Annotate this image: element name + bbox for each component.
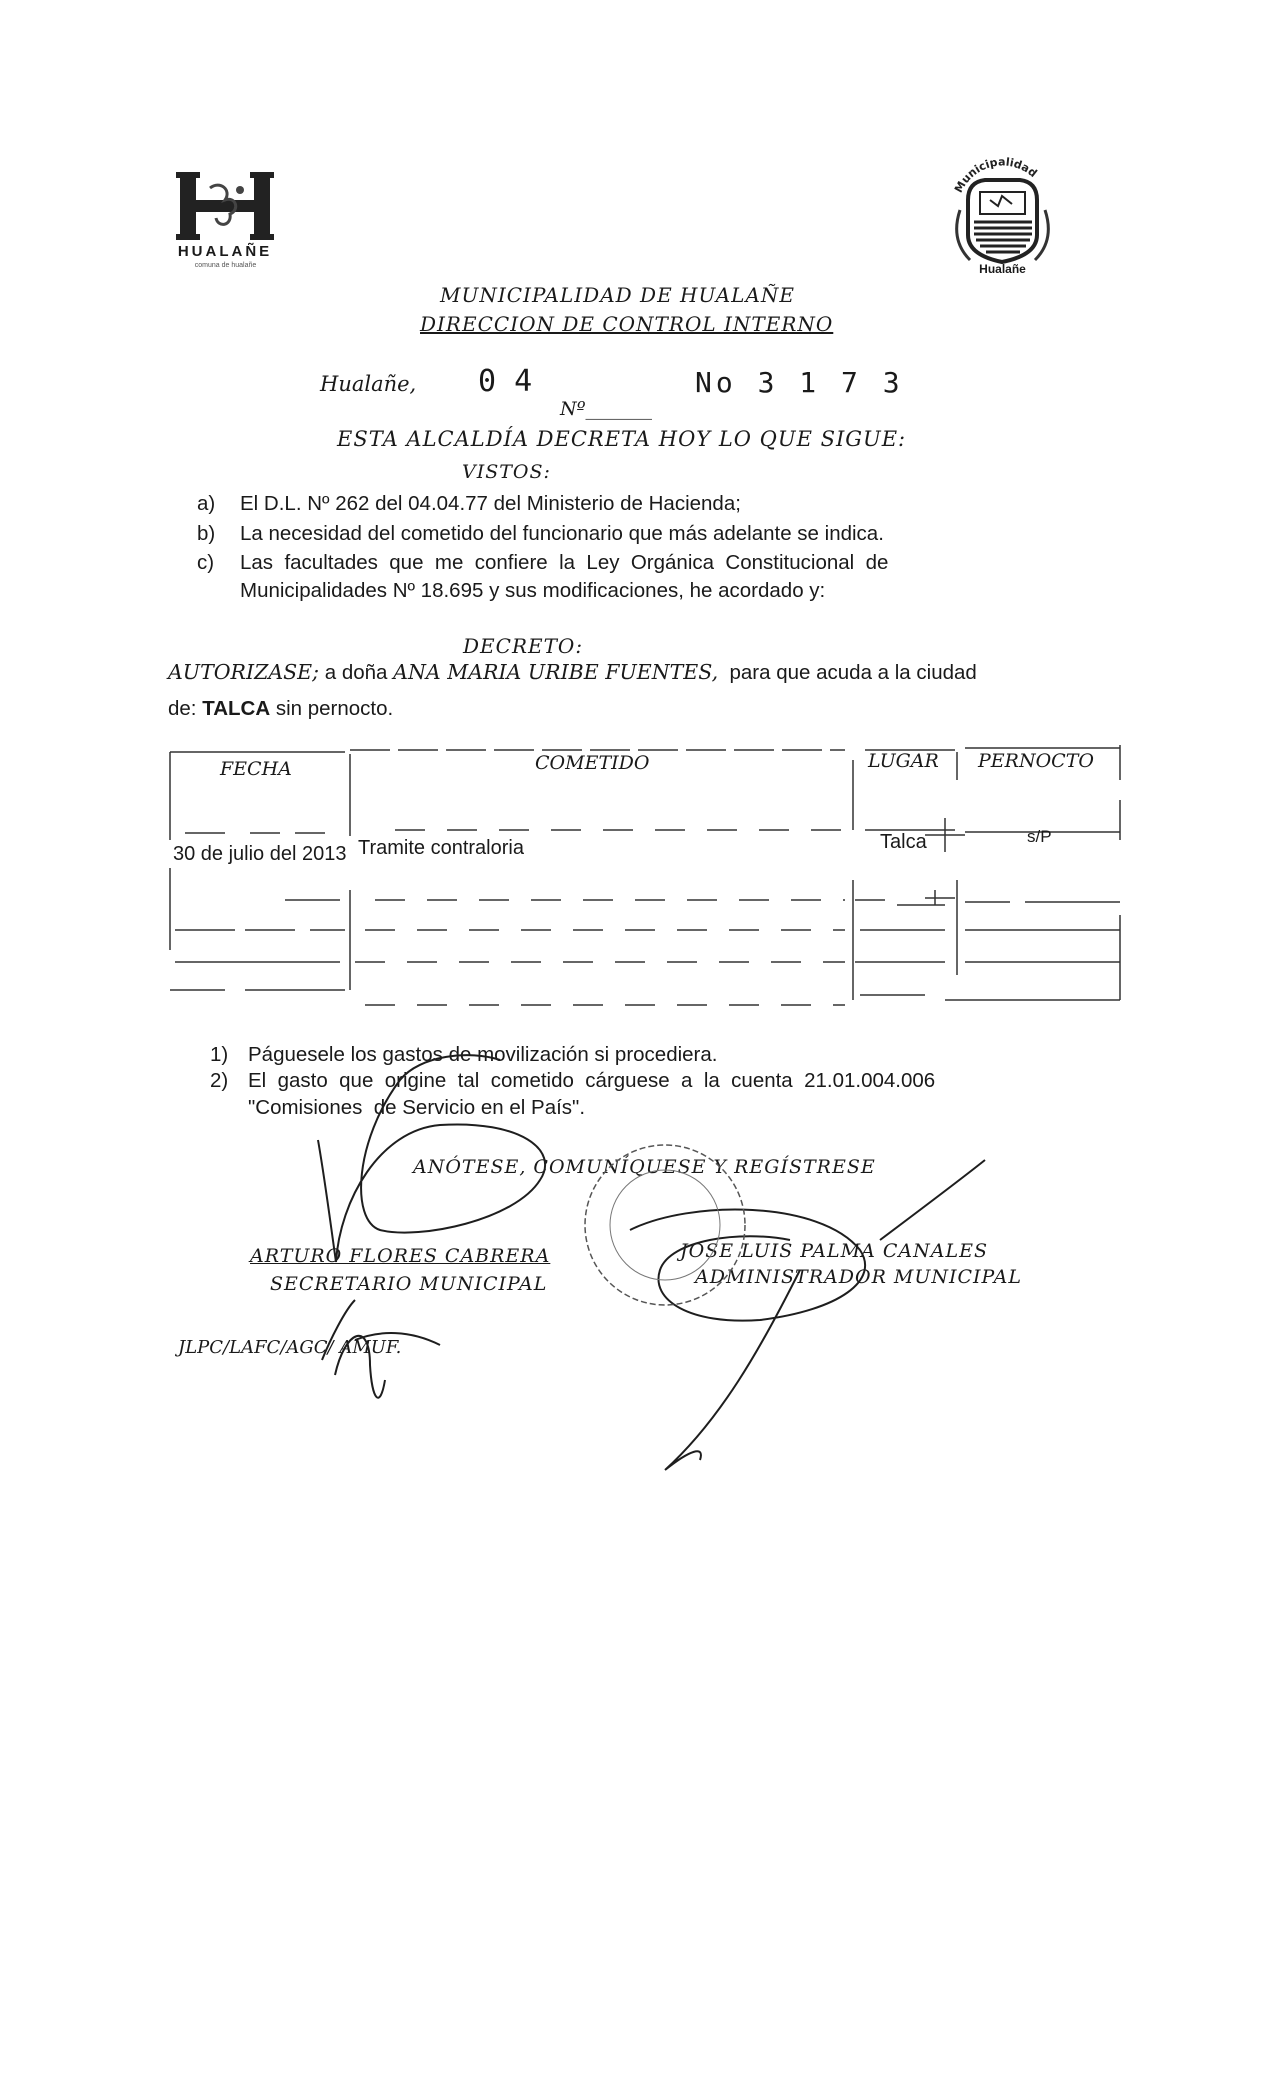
instruction-label: 1) (210, 1043, 229, 1066)
table-header-cometido: COMETIDO (535, 752, 650, 774)
vistos-title: VISTOS: (462, 461, 551, 483)
table-cell-fecha: 30 de julio del 2013 (173, 843, 347, 865)
vistos-item (197, 551, 1097, 575)
table-header-pernocto: PERNOCTO (978, 750, 1094, 772)
commission-table-grid (165, 740, 1125, 1020)
instruction-text: Páguesele los gastos de movilización si procediera. (248, 1043, 718, 1066)
instruction-item (210, 1043, 717, 1067)
authorize-end-text: para que acuda a la ciudad (718, 661, 977, 684)
right-signature-icon (630, 1160, 985, 1470)
vistos-item (197, 492, 741, 516)
vistos-item-label: a) (197, 492, 216, 515)
table-cell-lugar: Talca (880, 831, 927, 853)
vistos-item (197, 522, 884, 546)
department-title: DIRECCION DE CONTROL INTERNO (420, 312, 834, 336)
destination-city: TALCA (202, 697, 271, 720)
svg-text:Municipalidad: Municipalidad (952, 155, 1040, 195)
signatory-left-name: ARTURO FLORES CABRERA (250, 1245, 551, 1267)
table-cell-pernocto: s/P (1027, 827, 1052, 846)
table-cell-cometido: Tramite contraloria (358, 837, 524, 859)
signatory-left-role: SECRETARIO MUNICIPAL (270, 1273, 548, 1295)
decree-number-stamp: No 3 1 7 3 (695, 366, 904, 399)
instruction-continuation: "Comisiones de Servicio en el País". (248, 1096, 586, 1119)
table-header-lugar: LUGAR (868, 750, 939, 772)
decree-intro: ESTA ALCALDÍA DECRETA HOY LO QUE SIGUE: (337, 427, 907, 451)
vistos-item-label: b) (197, 522, 216, 545)
person-name: ANA MARIA URIBE FUENTES, (393, 660, 719, 684)
seal-town-label: Hualañe (979, 262, 1026, 276)
instruction-item (210, 1069, 1100, 1093)
decree-number-label: Nº_______ (560, 398, 653, 420)
vistos-item-text: La necesidad del cometido del funcionario que más adelante se indica. (240, 522, 884, 545)
vistos-item-text: El D.L. Nº 262 del 04.04.77 del Ministerio de Hacienda; (240, 492, 741, 515)
signatory-right-name: JOSE LUIS PALMA CANALES (680, 1240, 988, 1262)
authorize-mid-text: a doña (319, 661, 394, 684)
authorize-keyword: AUTORIZASE; (168, 660, 320, 684)
municipal-seal-icon (940, 140, 1065, 280)
instruction-text: El gasto que origine tal cometido cárguese a la cuenta 21.01.004.006 (248, 1069, 936, 1092)
closing-formula: ANÓTESE, COMUNÍQUESE Y REGÍSTRESE (413, 1156, 876, 1178)
destination-line (168, 697, 393, 721)
initials-reference: JLPC/LAFC/AGC/ AMUF. (178, 1337, 402, 1358)
logo-wordmark: HUALAÑE (177, 243, 273, 260)
decreto-title: DECRETO: (463, 634, 584, 658)
destination-suffix: sin pernocto. (270, 697, 394, 720)
instruction-label: 2) (210, 1069, 229, 1092)
city-label: Hualañe, (320, 372, 417, 396)
authorization-line (168, 660, 1098, 685)
vistos-item-text: Las facultades que me confiere la Ley Orgánica Constitucional de (240, 551, 889, 574)
vistos-item-label: c) (197, 551, 215, 574)
signatory-right-role: ADMINISTRADOR MUNICIPAL (695, 1266, 1022, 1288)
vistos-item-continuation: Municipalidades Nº 18.695 y sus modificaciones, he acordado y: (240, 579, 826, 602)
date-stamp: 0 4 (478, 364, 533, 399)
table-header-fecha: FECHA (220, 758, 292, 780)
destination-prefix: de: (168, 697, 203, 720)
logo-subtitle: comuna de hualañe (194, 262, 257, 269)
municipality-title: MUNICIPALIDAD DE HUALAÑE (440, 283, 795, 307)
